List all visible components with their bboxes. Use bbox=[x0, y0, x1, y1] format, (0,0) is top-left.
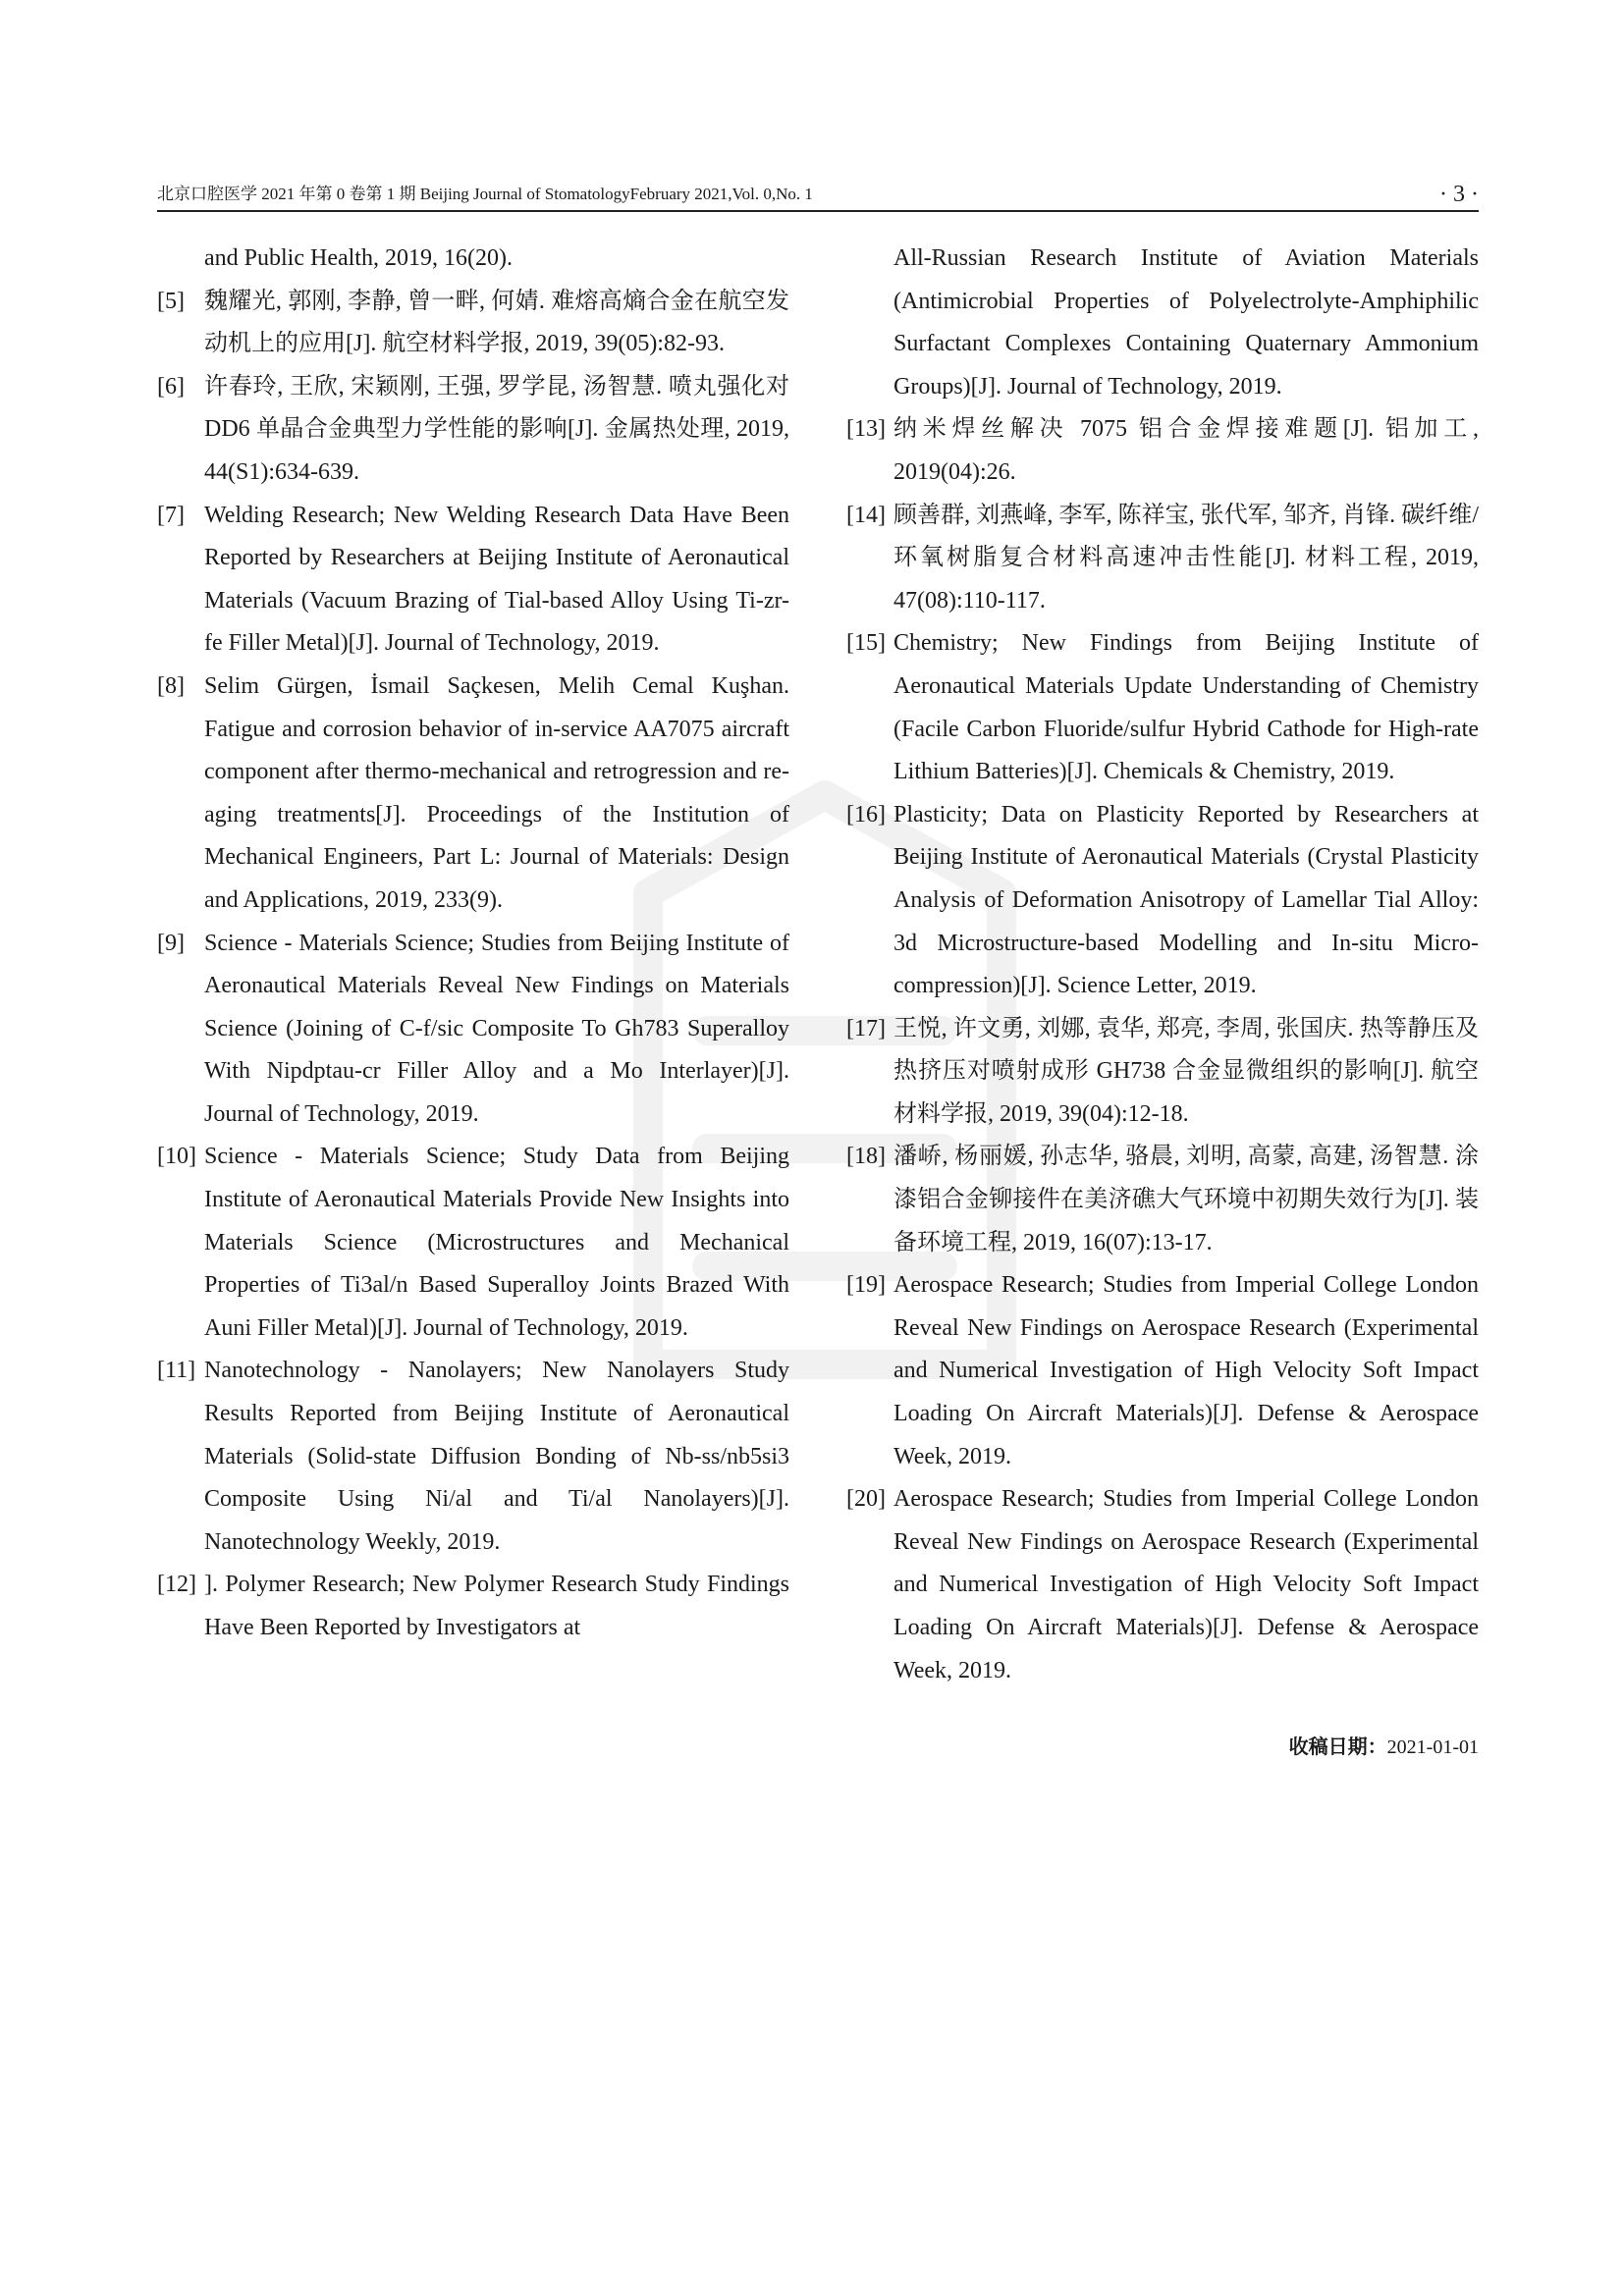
reference-item bbox=[157, 1350, 789, 1564]
reference-item bbox=[846, 794, 1479, 1008]
reference-number: [9] bbox=[157, 930, 185, 956]
reference-item bbox=[157, 1136, 789, 1350]
reference-text: 顾善群, 刘燕峰, 李军, 陈祥宝, 张代军, 邹齐, 肖锋. 碳纤维/环氧树脂复合材料高速冲击性能[J]. 材料工程, 2019, 47(08):110-117. bbox=[893, 502, 1479, 614]
reference-text: Science - Materials Science; Studies from Beijing Institute of Aeronautical Materials Reveal New Findings on Materials Science (Joining of C-f/sic Composite To Gh783 Superalloy With Nipdptau-cr Filler Alloy and a Mo Interlayer)[J]. Journal of Technology, 2019. bbox=[204, 930, 789, 1127]
reference-item bbox=[846, 238, 1479, 408]
reference-text: Selim Gürgen, İsmail Saçkesen, Melih Cemal Kuşhan. Fatigue and corrosion behavior of in-service AA7075 aircraft component after thermo-mechanical and retrogression and re-aging treatments[J]. Proceedings of the Institution of Mechanical Engineers, Part L: Journal of Materials: Design and Applications, 2019, 233(9). bbox=[204, 672, 789, 913]
received-value: 2021-01-01 bbox=[1386, 1736, 1479, 1758]
reference-text: 魏耀光, 郭刚, 李静, 曾一畔, 何婧. 难熔高熵合金在航空发动机上的应用[J]. 航空材料学报, 2019, 39(05):82-93. bbox=[204, 288, 789, 357]
reference-number: [18] bbox=[846, 1144, 886, 1170]
reference-number: [15] bbox=[846, 630, 886, 657]
reference-item bbox=[157, 366, 789, 495]
reference-number: [19] bbox=[846, 1272, 886, 1299]
reference-item bbox=[846, 1264, 1479, 1478]
left-reference-column bbox=[157, 238, 789, 1650]
reference-item bbox=[846, 495, 1479, 623]
reference-number: [14] bbox=[846, 502, 886, 528]
reference-item bbox=[846, 1136, 1479, 1264]
reference-number: [17] bbox=[846, 1015, 886, 1041]
reference-item bbox=[157, 666, 789, 923]
reference-number: [8] bbox=[157, 672, 185, 699]
reference-number: [16] bbox=[846, 801, 886, 828]
reference-item bbox=[157, 495, 789, 666]
received-date bbox=[846, 1728, 1479, 1767]
reference-text: 纳米焊丝解决 7075 铝合金焊接难题[J]. 铝加工, 2019(04):26. bbox=[893, 416, 1479, 485]
reference-number: [13] bbox=[846, 416, 886, 443]
reference-text: and Public Health, 2019, 16(20). bbox=[204, 245, 513, 271]
reference-item bbox=[157, 238, 789, 281]
reference-item bbox=[846, 622, 1479, 793]
reference-item bbox=[846, 1008, 1479, 1137]
reference-number: [10] bbox=[157, 1144, 196, 1170]
reference-text: Chemistry; New Findings from Beijing Institute of Aeronautical Materials Update Understanding of Chemistry (Facile Carbon Fluoride/sulfur Hybrid Cathode for High-rate Lithium Batteries)[J]. Chemicals & Chemistry, 2019. bbox=[893, 630, 1479, 785]
page-header bbox=[157, 177, 1479, 212]
page-number: · 3 · bbox=[1439, 182, 1479, 207]
reference-text: Aerospace Research; Studies from Imperial College London Reveal New Findings on Aerospace Research (Experimental and Numerical Investigation of High Velocity Soft Impact Loading On Aircraft Materials)[J]. Defense & Aerospace Week, 2019. bbox=[893, 1486, 1479, 1683]
reference-number: [20] bbox=[846, 1486, 886, 1513]
reference-number: [12] bbox=[157, 1572, 196, 1598]
reference-text: All-Russian Research Institute of Aviation Materials (Antimicrobial Properties of Polyelectrolyte-Amphiphilic Surfactant Complexes Containing Quaternary Ammonium Groups)[J]. Journal of Technology, 2019. bbox=[893, 245, 1479, 400]
reference-text: 潘峤, 杨丽媛, 孙志华, 骆晨, 刘明, 高蒙, 高建, 汤智慧. 涂漆铝合金铆接件在美济礁大气环境中初期失效行为[J]. 装备环境工程, 2019, 16(07):13-17. bbox=[893, 1144, 1479, 1255]
reference-text: ]. Polymer Research; New Polymer Research Study Findings Have Been Reported by Investigators at bbox=[204, 1572, 789, 1640]
reference-text: Aerospace Research; Studies from Imperial College London Reveal New Findings on Aerospace Research (Experimental and Numerical Investigation of High Velocity Soft Impact Loading On Aircraft Materials)[J]. Defense & Aerospace Week, 2019. bbox=[893, 1272, 1479, 1469]
reference-number: [7] bbox=[157, 502, 185, 528]
reference-number: [5] bbox=[157, 288, 185, 314]
reference-item bbox=[157, 923, 789, 1137]
reference-text: Nanotechnology - Nanolayers; New Nanolayers Study Results Reported from Beijing Institute of Aeronautical Materials (Solid-state Diffusion Bonding of Nb-ss/nb5si3 Composite Using Ni/al and Ti/al Nanolayers)[J]. Nanotechnology Weekly, 2019. bbox=[204, 1358, 789, 1555]
reference-text: 许春玲, 王欣, 宋颖刚, 王强, 罗学昆, 汤智慧. 喷丸强化对 DD6 单晶合金典型力学性能的影响[J]. 金属热处理, 2019, 44(S1):634-639. bbox=[204, 373, 789, 485]
reference-text: Plasticity; Data on Plasticity Reported by Researchers at Beijing Institute of Aeronautical Materials (Crystal Plasticity Analysis of Deformation Anisotropy of Lamellar Tial Alloy: 3d Microstructure-based Modelling and In-situ Micro-compression)[J]. Science Letter, 2019. bbox=[893, 801, 1479, 999]
reference-number: [6] bbox=[157, 373, 185, 400]
reference-text: Welding Research; New Welding Research Data Have Been Reported by Researchers at Beijing Institute of Aeronautical Materials (Vacuum Brazing of Tial-based Alloy Using Ti-zr-fe Filler Metal)[J]. Journal of Technology, 2019. bbox=[204, 502, 789, 657]
reference-text: Science - Materials Science; Study Data from Beijing Institute of Aeronautical Materials Provide New Insights into Materials Science (Microstructures and Mechanical Properties of Ti3al/n Based Superalloy Joints Brazed With Auni Filler Metal)[J]. Journal of Technology, 2019. bbox=[204, 1144, 789, 1341]
reference-number: [11] bbox=[157, 1358, 196, 1384]
reference-item bbox=[846, 408, 1479, 494]
received-label: 收稿日期： bbox=[1288, 1736, 1387, 1758]
reference-item bbox=[846, 1478, 1479, 1692]
reference-text: 王悦, 许文勇, 刘娜, 袁华, 郑亮, 李周, 张国庆. 热等静压及热挤压对喷射成形 GH738 合金显微组织的影响[J]. 航空材料学报, 2019, 39(04):12-18. bbox=[893, 1015, 1479, 1127]
reference-item bbox=[157, 281, 789, 366]
right-reference-column bbox=[846, 238, 1479, 1692]
reference-item bbox=[157, 1564, 789, 1649]
journal-header: 北京口腔医学 2021 年第 0 卷第 1 期 Beijing Journal of StomatologyFebruary 2021,Vol. 0,No. 1 bbox=[157, 185, 813, 203]
